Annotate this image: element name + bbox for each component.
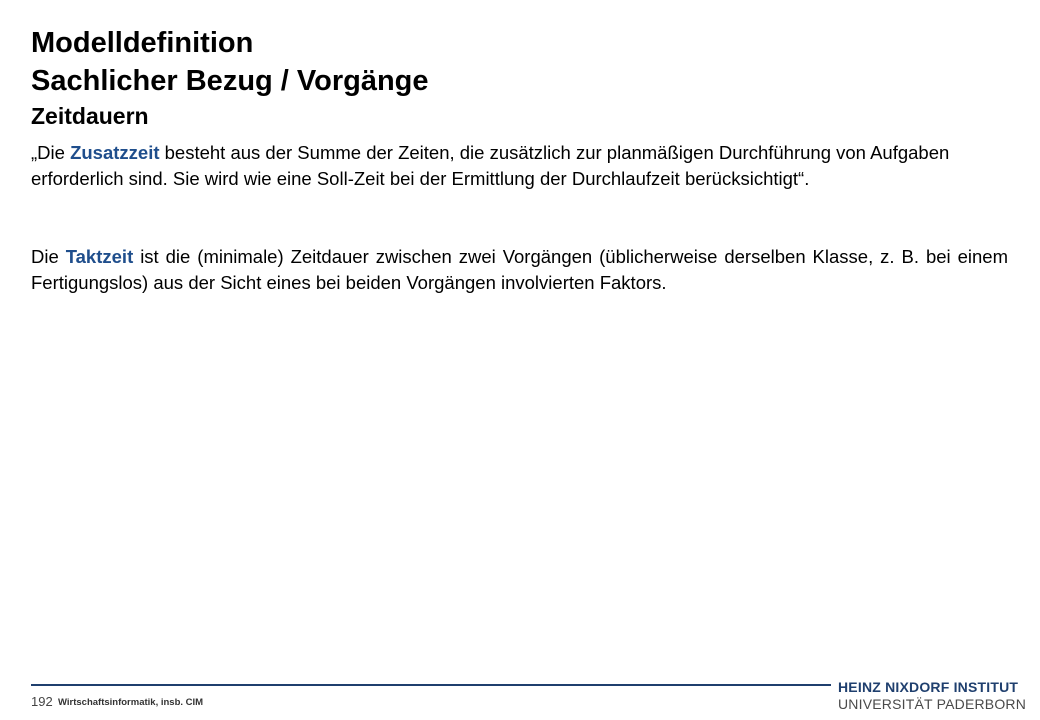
definition-text: besteht aus der Summe der Zeiten, die zusätzlich zur planmäßigen Durchführung von Aufgaben erforderlich sind. Sie wird wie eine Soll-Zeit bei der Ermittlung der Durchlaufzeit berücksichtigt“.: [31, 142, 950, 189]
term-zusatzzeit: Zusatzzeit: [70, 142, 160, 163]
logo-line-institute: HEINZ NIXDORF INSTITUT: [838, 679, 1019, 695]
page-number: 192: [31, 694, 53, 709]
footer-divider: [31, 684, 831, 686]
definition-text: ist die (minimale) Zeitdauer zwischen zwei Vorgängen (üblicherweise derselben Klasse, z. B. bei einem Fertigungslos) aus der Sicht eines bei beiden Vorgängen involvierten Faktors.: [31, 246, 1008, 293]
definition-taktzeit: [31, 244, 1008, 296]
definition-prefix: Die: [31, 246, 66, 267]
footer-course-label: Wirtschaftsinformatik, insb. CIM: [58, 697, 204, 708]
definition-zusatzzeit: [31, 140, 1008, 192]
definition-prefix: „Die: [31, 142, 71, 163]
term-taktzeit: Taktzeit: [65, 246, 134, 267]
institute-logo: [838, 678, 1027, 714]
slide-title: Modelldefinition: [31, 27, 254, 59]
slide-subtitle: Sachlicher Bezug / Vorgänge: [31, 65, 429, 97]
section-heading: Zeitdauern: [31, 103, 149, 129]
logo-line-university: UNIVERSITÄT PADERBORN: [838, 696, 1027, 712]
